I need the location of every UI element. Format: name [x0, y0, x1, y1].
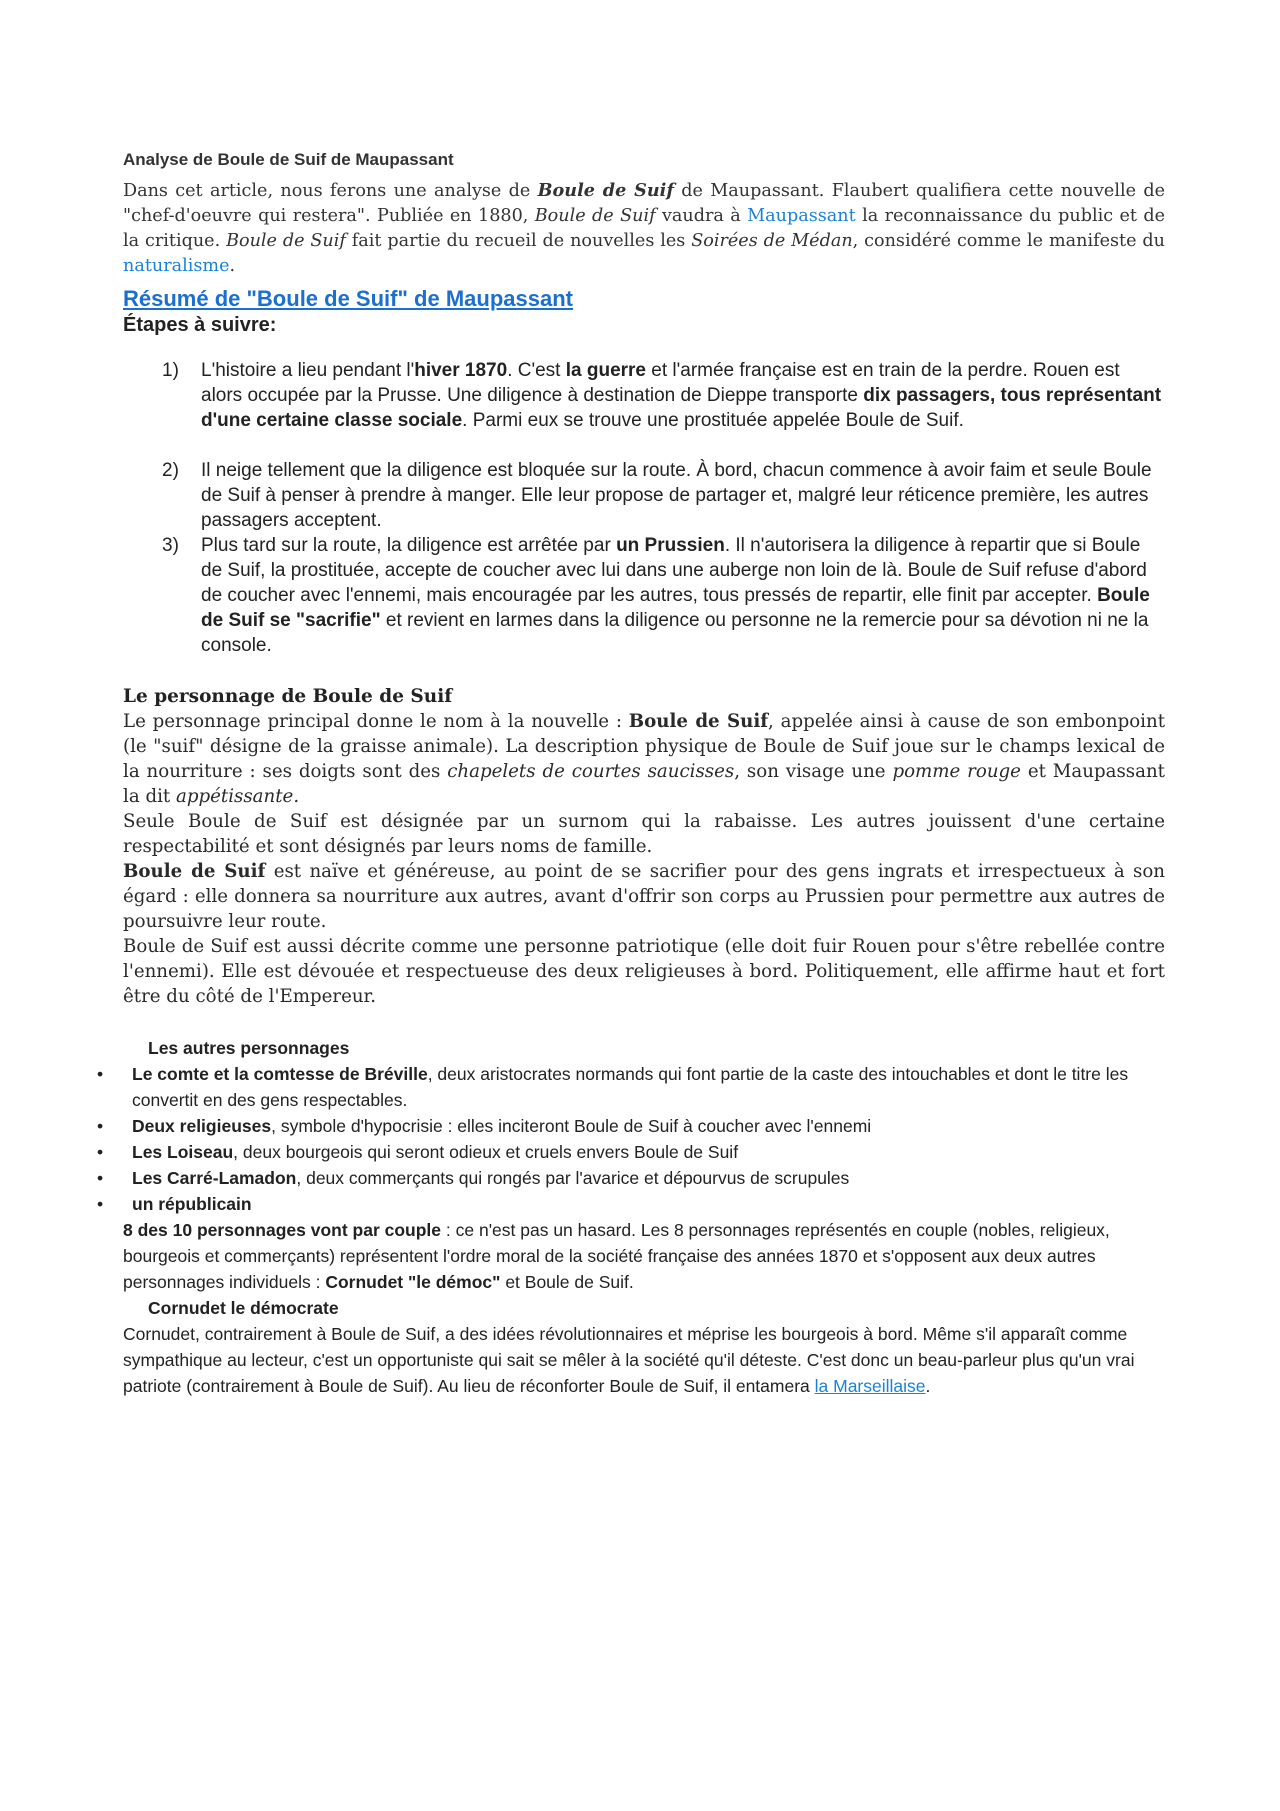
intro-work-title: Boule de Suif — [226, 231, 346, 251]
steps-list — [123, 358, 1165, 658]
step-bold: hiver 1870 — [414, 360, 508, 381]
intro-text: , considéré comme le manifeste du — [852, 231, 1165, 251]
para-bold: Boule de Suif — [628, 711, 769, 732]
personnage-paragraph — [123, 709, 1165, 809]
para-text: et Boule de Suif. — [500, 1272, 634, 1292]
character-desc: , symbole d'hypocrisie : elles inciteront Boule de Suif à coucher avec l'ennemi — [271, 1116, 872, 1136]
step-text: Plus tard sur la route, la diligence est arrêtée par — [201, 535, 617, 556]
spacer — [123, 1009, 1165, 1035]
step-text: . C'est — [507, 360, 566, 381]
para-text: et Maupassant la dit — [123, 761, 1165, 807]
para-text: Le personnage principal donne le nom à la nouvelle : — [123, 711, 629, 732]
para-text: : ce n'est pas un hasard. Les 8 personnages représentés en couple (nobles, religieux, bourgeois et commerçants) représentent l'ordre moral de la société française des années 1870 et s'opposent aux deux autres personnages individuels : — [123, 1220, 1110, 1292]
para-text: , appelée ainsi à cause de son embonpoint (le "suif" désigne de la graisse animale). La description physique de Boule de Suif joue sur le champs lexical de la nourriture : ses doigts sont des — [123, 711, 1165, 782]
para-bold: 8 des 10 personnages vont par couple — [123, 1220, 442, 1240]
character-desc: , deux commerçants qui rongés par l'avarice et dépourvus de scrupules — [296, 1168, 850, 1188]
document-page — [97, 150, 1166, 1399]
couple-paragraph — [123, 1217, 1165, 1295]
character-name: Les Carré-Lamadon — [132, 1168, 297, 1188]
intro-work-title: Boule de Suif — [537, 180, 674, 201]
cornudet-heading: Cornudet le démocrate — [148, 1298, 339, 1318]
para-text: . — [925, 1376, 931, 1396]
intro-text: la reconnaissance du public et de la critique. — [123, 206, 1165, 251]
naturalisme-link[interactable]: naturalisme — [123, 256, 230, 276]
step-number: 2) — [162, 460, 179, 481]
step-bold: un Prussien — [616, 535, 725, 556]
autres-heading: Les autres personnages — [148, 1038, 350, 1058]
intro-text: fait partie du recueil de nouvelles les — [345, 231, 692, 251]
step-item — [123, 533, 1165, 658]
para-text: Cornudet, contrairement à Boule de Suif, a des idées révolutionnaires et méprise les bourgeois à bord. Même s'il apparaît comme sympathique au lecteur, c'est un opportuniste qui sait se mêler à la société qu'il déteste. C'est donc un beau-parleur plus qu'un vrai patriote (contrairement à Boule de Suif). Au lieu de réconforter Boule de Suif, il entamera — [123, 1324, 1135, 1396]
intro-text: Dans cet article, nous ferons une analyse de — [123, 181, 538, 201]
intro-paragraph — [123, 178, 1165, 279]
resume-heading-link[interactable]: Résumé de "Boule de Suif" de Maupassant — [123, 286, 573, 311]
step-text: . Parmi eux se trouve une prostituée appelée Boule de Suif. — [462, 410, 964, 431]
character-name: un républicain — [132, 1194, 252, 1214]
para-italic: chapelets de courtes saucisses — [447, 761, 735, 782]
cornudet-paragraph — [123, 1321, 1165, 1399]
intro-text: . — [229, 256, 236, 276]
character-name: Le comte et la comtesse de Bréville — [132, 1064, 428, 1084]
step-text: L'histoire a lieu pendant l' — [201, 360, 415, 381]
step-text: Il neige tellement que la diligence est bloquée sur la route. À bord, chacun commence à avoir faim et seule Boule de Suif à penser à prendre à manger. Elle leur propose de partager et, malgré leur réticence première, les autres passagers acceptent. — [201, 460, 1152, 531]
character-desc: , deux bourgeois qui seront odieux et cruels envers Boule de Suif — [233, 1142, 739, 1162]
bullet-icon: • — [97, 1168, 104, 1188]
bullet-icon: • — [97, 1194, 104, 1214]
character-name: Deux religieuses — [132, 1116, 272, 1136]
para-bold: Boule de Suif — [123, 861, 266, 882]
article-title: Analyse de Boule de Suif de Maupassant — [123, 150, 454, 169]
patriotique-paragraph: Boule de Suif est aussi décrite comme une personne patriotique (elle doit fuir Rouen pour s'être rebellée contre l'ennemi). Elle est dévouée et respectueuse des deux religieuses à bord. Politiquement, elle affirme haut et fort être du côté de l'Empereur. — [123, 936, 1165, 1007]
characters-list — [97, 1061, 1165, 1217]
step-bold: la guerre — [565, 360, 646, 381]
maupassant-link[interactable]: Maupassant — [747, 206, 856, 226]
para-bold: Cornudet "le démoc" — [325, 1272, 501, 1292]
step-text: et revient en larmes dans la diligence ou personne ne la remercie pour sa dévotion ni ne la console. — [201, 610, 1149, 656]
intro-work-title: Boule de Suif — [534, 206, 656, 226]
character-desc: , deux aristocrates normands qui font partie de la caste des intouchables et dont le titre les convertit en des gens respectables. — [132, 1064, 1129, 1110]
bullet-icon: • — [97, 1064, 104, 1084]
naive-paragraph — [123, 859, 1165, 934]
step-bold: dix passagers, tous représentant d'une certaine classe sociale — [201, 385, 1162, 431]
bullet-icon: • — [97, 1116, 104, 1136]
steps-heading: Étapes à suivre: — [123, 314, 277, 336]
para-italic: appétissante. — [176, 786, 300, 807]
step-bold: Boule de Suif se "sacrifie" — [201, 585, 1150, 631]
marseillaise-link[interactable]: la Marseillaise — [814, 1376, 926, 1396]
para-text: est naïve et généreuse, au point de se sacrifier pour des gens ingrats et irrespectueux à son égard : elle donnera sa nourriture aux autres, avant d'offrir son corps au Prussien pour permettre aux autres de poursuivre leur route. — [123, 861, 1166, 932]
step-text: et l'armée française est en train de la perdre. Rouen est alors occupée par la Prusse. Une diligence à destination de Dieppe transporte — [201, 360, 1120, 406]
character-item — [97, 1061, 1165, 1113]
step-text: . Il n'autorisera la diligence à repartir que si Boule de Suif, la prostituée, accepte de coucher avec lui dans une auberge non loin de là. Boule de Suif refuse d'abord de coucher avec l'ennemi, mais encouragée par les autres, tous pressés de repartir, elle finit par accepter. — [201, 535, 1147, 606]
personnage-heading: Le personnage de Boule de Suif — [123, 686, 453, 707]
intro-text: de Maupassant. Flaubert qualifiera cette nouvelle de "chef-d'oeuvre qui restera". Publiée en 1880, — [123, 181, 1166, 226]
para-text: , son visage une — [734, 761, 893, 782]
character-item — [97, 1139, 1165, 1165]
intro-collection-title: Soirées de Médan — [691, 231, 853, 251]
character-item — [97, 1191, 1165, 1217]
bullet-icon: • — [97, 1142, 104, 1162]
character-item — [97, 1113, 1165, 1139]
surnom-paragraph: Seule Boule de Suif est désignée par un surnom qui la rabaisse. Les autres jouissent d'une certaine respectabilité et sont désignés par leurs noms de famille. — [123, 811, 1165, 857]
intro-text: vaudra à — [655, 206, 748, 226]
step-number: 1) — [162, 360, 179, 381]
para-italic: pomme rouge — [892, 761, 1021, 782]
character-name: Les Loiseau — [132, 1142, 234, 1162]
step-item — [123, 458, 1165, 533]
step-number: 3) — [162, 535, 179, 556]
step-item — [123, 358, 1165, 433]
character-item — [97, 1165, 1165, 1191]
